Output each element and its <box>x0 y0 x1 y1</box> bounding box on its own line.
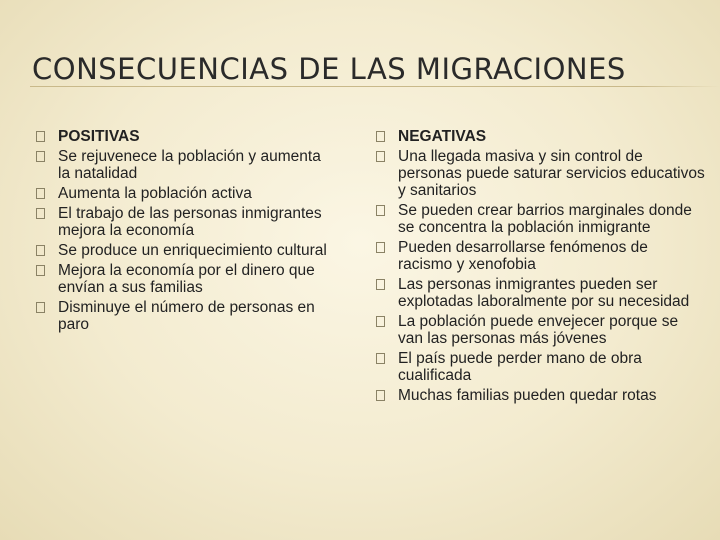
list-item <box>376 148 706 199</box>
title-divider <box>30 86 720 87</box>
square-bullet-icon <box>376 316 385 327</box>
list-item <box>36 148 336 182</box>
square-bullet-icon <box>376 279 385 290</box>
square-bullet-icon <box>376 151 385 162</box>
list-item-text: Muchas familias pueden quedar rotas <box>398 387 657 404</box>
list-item <box>36 242 336 259</box>
negative-heading: NEGATIVAS <box>398 128 487 145</box>
square-bullet-icon <box>376 390 385 401</box>
list-item <box>376 387 706 404</box>
list-item-text: El trabajo de las personas inmigrantes mejora la economía <box>58 205 322 239</box>
square-bullet-icon <box>36 302 45 313</box>
list-item <box>36 299 336 333</box>
square-bullet-icon <box>36 245 45 256</box>
square-bullet-icon <box>36 151 45 162</box>
list-item <box>376 202 706 236</box>
list-item <box>376 239 706 273</box>
square-bullet-icon <box>376 242 385 253</box>
list-item-text: Aumenta la población activa <box>58 185 252 202</box>
list-item <box>36 205 336 239</box>
square-bullet-icon <box>36 188 45 199</box>
list-item <box>376 350 706 384</box>
square-bullet-icon <box>36 208 45 219</box>
square-bullet-icon <box>376 353 385 364</box>
positive-consequences-column <box>36 128 336 336</box>
list-item-text: Las personas inmigrantes pueden ser explotadas laboralmente por su necesidad <box>398 276 690 310</box>
list-item <box>36 262 336 296</box>
list-item <box>376 276 706 310</box>
square-bullet-icon <box>376 205 385 216</box>
list-item-text: Mejora la economía por el dinero que envían a sus familias <box>58 262 315 296</box>
list-item-text: Se rejuvenece la población y aumenta la natalidad <box>58 148 321 182</box>
list-item-text: Pueden desarrollarse fenómenos de racismo y xenofobia <box>398 239 648 273</box>
list-item-text: Se pueden crear barrios marginales donde se concentra la población inmigrante <box>398 202 692 236</box>
negative-list <box>376 128 706 404</box>
list-item-text: La población puede envejecer porque se van las personas más jóvenes <box>398 313 679 347</box>
list-item-text: Una llegada masiva y sin control de personas puede saturar servicios educativos y sanitarios <box>398 148 705 199</box>
list-item <box>36 128 336 145</box>
positive-list <box>36 128 336 333</box>
list-item-text: Se produce un enriquecimiento cultural <box>58 242 327 259</box>
square-bullet-icon <box>36 131 45 142</box>
list-item <box>376 313 706 347</box>
positive-heading: POSITIVAS <box>58 128 140 145</box>
list-item <box>36 185 336 202</box>
negative-consequences-column <box>376 128 706 407</box>
square-bullet-icon <box>376 131 385 142</box>
list-item <box>376 128 706 145</box>
square-bullet-icon <box>36 265 45 276</box>
slide-title: CONSECUENCIAS DE LAS MIGRACIONES <box>32 52 626 86</box>
list-item-text: Disminuye el número de personas en paro <box>58 299 315 333</box>
list-item-text: El país puede perder mano de obra cualificada <box>398 350 642 384</box>
